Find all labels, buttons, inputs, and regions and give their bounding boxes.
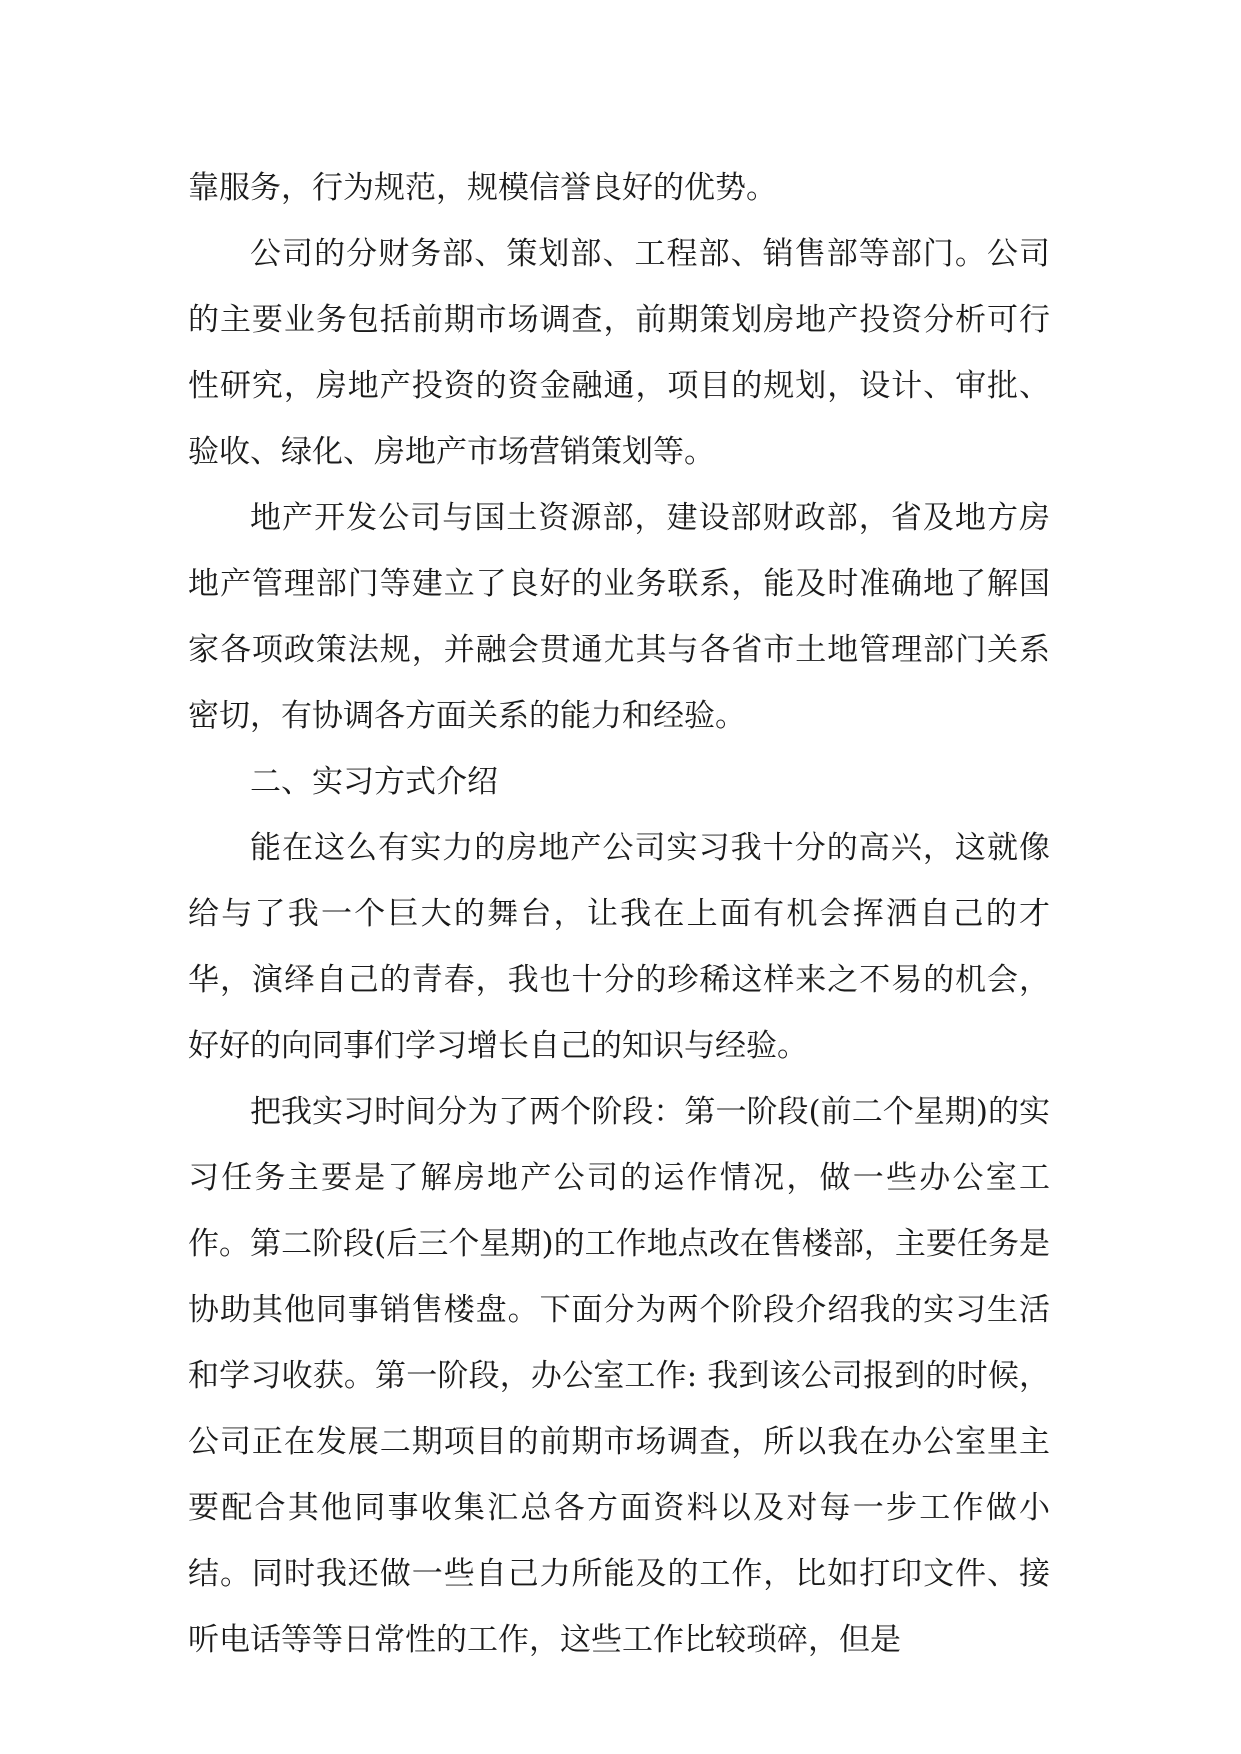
section-heading: 二、实习方式介绍 [250, 764, 498, 800]
paragraph-internship-feelings: 能在这么有实力的房地产公司实习我十分的高兴，这就像给与了我一个巨大的舞台，让我在上面有机会挥洒自己的才华，演绎自己的青春，我也十分的珍稀这样来之不易的机会，好好的向同事们学习增长自己的知识与经验。 [188, 830, 1050, 1064]
paragraph-internship-stages: 把我实习时间分为了两个阶段：第一阶段(前二个星期)的实习任务主要是了解房地产公司的运作情况，做一些办公室工作。第二阶段(后三个星期)的工作地点改在售楼部，主要任务是协助其他同事销售楼盘。下面分为两个阶段介绍我的实习生活和学习收获。第一阶段，办公室工作: 我到该公司报到的时候，公司正在发展二期项目的前期市场调查，所以我在办公室里主要配合其他同事收集汇总各方面资料以及对每一步工作做小结。同时我还做一些自己力所能及的工作，比如打印文件、接听电话等等日常性的工作，这些工作比较琐碎，但是 [188, 1094, 1050, 1658]
paragraph-company-departments: 公司的分财务部、策划部、工程部、销售部等部门。公司的主要业务包括前期市场调查，前期策划房地产投资分析可行性研究，房地产投资的资金融通，项目的规划，设计、审批、验收、绿化、房地产市场营销策划等。 [188, 236, 1050, 470]
paragraph-company-relations: 地产开发公司与国土资源部，建设部财政部，省及地方房地产管理部门等建立了良好的业务联系，能及时准确地了解国家各项政策法规，并融会贯通尤其与各省市土地管理部门关系密切，有协调各方面关系的能力和经验。 [188, 500, 1050, 734]
document-body [188, 155, 1050, 1673]
paragraph-continuation: 靠服务，行为规范，规模信誉良好的优势。 [188, 170, 777, 206]
